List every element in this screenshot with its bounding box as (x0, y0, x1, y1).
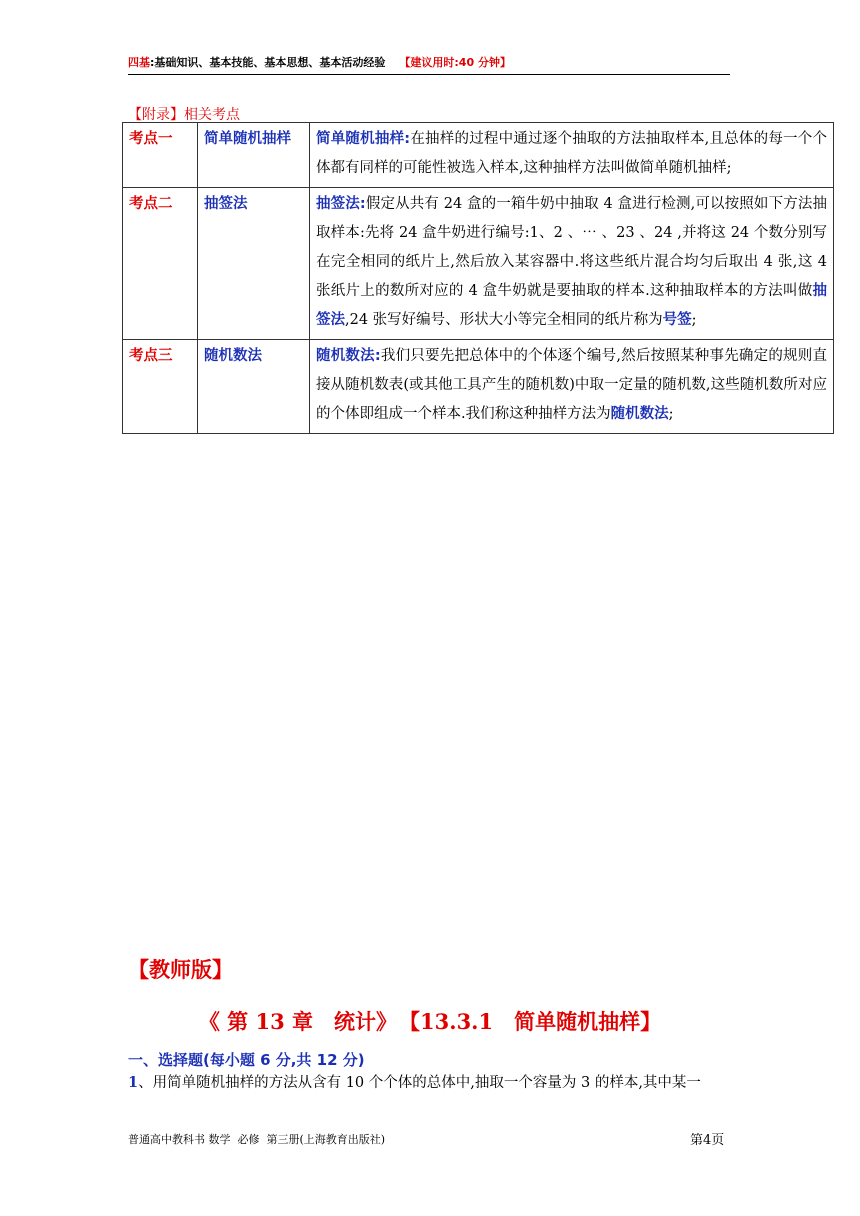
key-point-label: 考点一 (123, 123, 198, 188)
description-text: 假定从共有 24 盒的一箱牛奶中抽取 4 盒进行检测,可以按照如下方法抽取样本:先将 24 盒牛奶进行编号:1、2 、⋯ 、23 、24 ,并将这 24 个数分别写在完全相同的纸片上,然后放入某容器中.将这些纸片混合均匀后取出 4 张,这 4 张纸片上的数所对应的 4 盒牛奶就是要抽取的样本.这种抽取样本的方法叫做 (316, 196, 827, 299)
footer-page-number: 第4页 (690, 1133, 725, 1148)
chapter-title-part1: 《 第 13 章 统计》 (198, 1009, 398, 1034)
term-highlight: 随机数法 (610, 406, 669, 422)
term-highlight: 抽签法: (316, 196, 366, 212)
description-text: ,24 张写好编号、形状大小等完全相同的纸片称为 (345, 312, 663, 328)
chapter-title-part2: 【13.3.1 简单随机抽样】 (399, 1009, 662, 1034)
term-highlight: 号签 (662, 312, 692, 328)
table-row (123, 340, 834, 434)
question-number: 1 (128, 1074, 139, 1091)
key-point-name: 简单随机抽样 (198, 123, 310, 188)
question-1 (128, 1071, 738, 1092)
question-text: 、用简单随机抽样的方法从含有 10 个个体的总体中,抽取一个容量为 3 的样本,其中某一 (138, 1075, 701, 1091)
term-highlight: 抽签法 (316, 283, 827, 328)
section-heading: 一、选择题(每小题 6 分,共 12 分) (128, 1051, 365, 1069)
header-time-hint: 【建议用时:40 分钟】 (399, 56, 511, 69)
teacher-edition-label: 【教师版】 (128, 958, 233, 982)
table-row (123, 123, 834, 188)
key-point-description (310, 123, 834, 188)
description-text: ; (691, 312, 697, 328)
key-point-label: 考点三 (123, 340, 198, 434)
appendix-title: 【附录】相关考点 (128, 107, 240, 123)
key-point-label: 考点二 (123, 188, 198, 340)
description-text: ; (668, 406, 674, 422)
header-sijiao-label: 四基 (128, 56, 150, 69)
term-highlight: 随机数法: (316, 348, 381, 364)
term-highlight: 简单随机抽样: (316, 131, 411, 147)
chapter-title (0, 1006, 860, 1036)
footer-book-info: 普通高中教科书 数学 必修 第三册(上海教育出版社) (128, 1133, 386, 1146)
key-point-description (310, 188, 834, 340)
description-text: 在抽样的过程中通过逐个抽取的方法抽取样本,且总体的每一个个体都有同样的可能性被选入样本,这种抽样方法叫做简单随机抽样; (316, 131, 827, 176)
key-point-name: 抽签法 (198, 188, 310, 340)
page-header (128, 54, 730, 75)
table-row (123, 188, 834, 340)
key-point-description (310, 340, 834, 434)
header-sijiao-text: :基础知识、基本技能、基本思想、基本活动经验 (150, 56, 386, 69)
description-text: 我们只要先把总体中的个体逐个编号,然后按照某种事先确定的规则直接从随机数表(或其他工具产生的随机数)中取一定量的随机数,这些随机数所对应的个体即组成一个样本.我们称这种抽样方法为 (316, 348, 827, 422)
key-point-name: 随机数法 (198, 340, 310, 434)
key-points-table (122, 122, 834, 434)
